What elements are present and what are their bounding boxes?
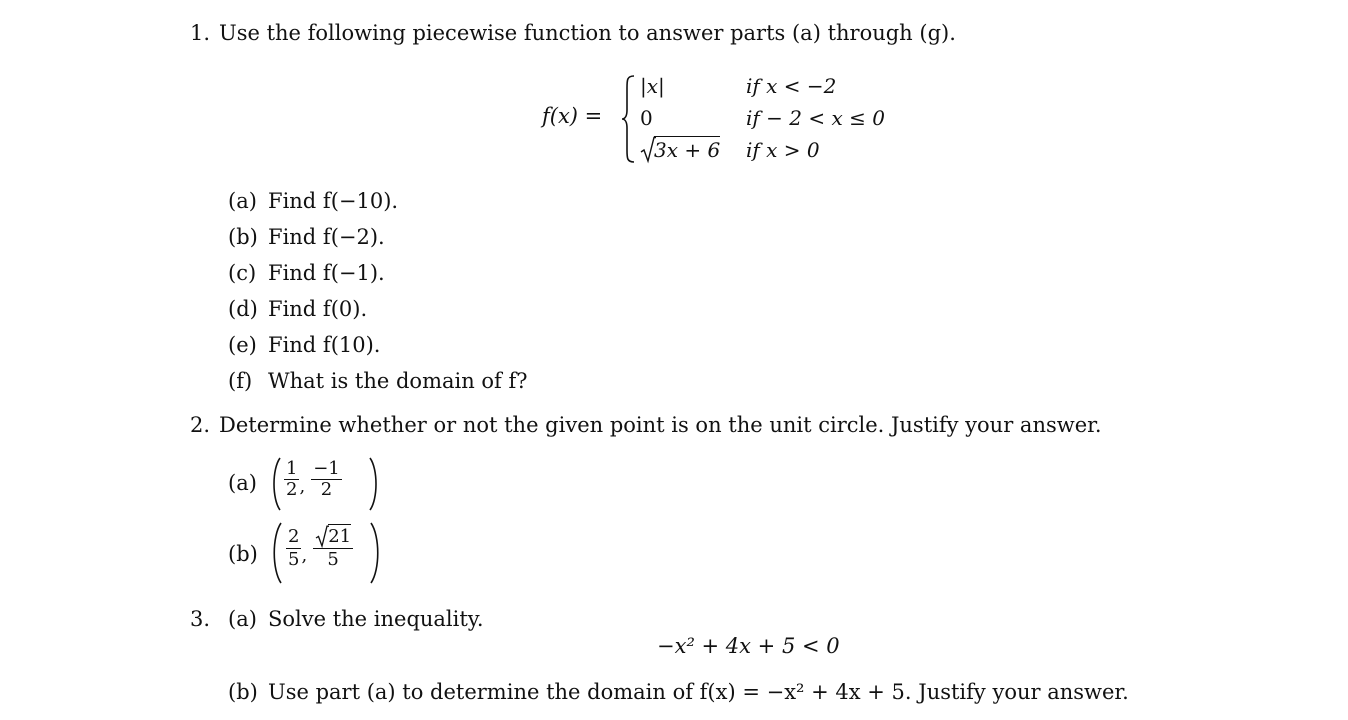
x-denominator: 5	[288, 549, 300, 570]
x-fraction	[286, 526, 301, 571]
part-text: Find f(10).	[268, 333, 381, 357]
x-denominator: 2	[286, 479, 298, 500]
part-label: (a)	[228, 189, 257, 213]
case-3-condition: if x > 0	[746, 138, 820, 162]
left-brace	[620, 74, 636, 164]
y-fraction	[313, 526, 353, 571]
part-label: (a)	[228, 607, 257, 631]
problem-1-part-c	[228, 261, 385, 285]
problem-1-prompt: Use the following piecewise function to answer parts (a) through (g).	[219, 21, 956, 45]
case-1-expression: |x|	[640, 74, 665, 98]
part-text: What is the domain of f?	[268, 369, 528, 393]
part-text: Find f(−2).	[268, 225, 385, 249]
part-label: (b)	[228, 225, 258, 249]
piecewise-function	[542, 70, 902, 170]
function-lhs: f(x) =	[542, 104, 603, 128]
problem-2-part-b	[228, 520, 398, 584]
part-label: (c)	[228, 261, 257, 285]
inequality: −x² + 4x + 5 < 0	[657, 634, 840, 658]
part-label: (f)	[228, 369, 253, 393]
part-text: Find f(−1).	[268, 261, 385, 285]
problem-1-part-f	[228, 369, 528, 393]
radical-sign-icon	[315, 525, 329, 549]
y-fraction	[311, 459, 342, 500]
case-3-expression	[640, 138, 720, 162]
x-numerator: 1	[286, 458, 298, 479]
part-label: (e)	[228, 333, 257, 357]
problem-1-number: 1.	[190, 21, 211, 45]
y-numerator	[313, 526, 353, 548]
problem-2-part-a	[228, 455, 388, 511]
part-label: (d)	[228, 297, 258, 321]
problem-1-part-b	[228, 225, 385, 249]
point-coordinates	[284, 459, 342, 500]
part-text: Find f(0).	[268, 297, 368, 321]
comma: ,	[301, 545, 308, 566]
problem-1-part-d	[228, 297, 367, 321]
case-2-condition: if − 2 < x ≤ 0	[746, 106, 885, 130]
left-paren-icon	[270, 457, 282, 511]
part-text: Solve the inequality.	[268, 607, 484, 631]
part-label: (a)	[228, 471, 257, 495]
problem-3-number: 3.	[190, 607, 211, 631]
problem-2-number: 2.	[190, 413, 211, 437]
radicand: 21	[328, 526, 352, 547]
y-denominator: 5	[313, 548, 353, 571]
problem-2-prompt: Determine whether or not the given point is on the unit circle. Justify your answer.	[219, 413, 1102, 437]
square-root	[640, 138, 720, 162]
left-paren-icon	[270, 522, 283, 584]
point-coordinates	[286, 526, 353, 571]
right-paren-icon	[369, 522, 382, 584]
x-numerator: 2	[288, 526, 300, 547]
part-text: Use part (a) to determine the domain of f(x) = −x² + 4x + 5. Justify your answer.	[268, 680, 1129, 704]
y-denominator: 2	[311, 479, 342, 500]
right-paren-icon	[368, 457, 380, 511]
radical-sign-icon	[640, 136, 656, 164]
problem-1-part-e	[228, 333, 381, 357]
radicand: 3x + 6	[654, 138, 721, 162]
comma: ,	[299, 476, 306, 497]
part-label: (b)	[228, 542, 258, 566]
x-fraction	[284, 459, 299, 500]
y-numerator: −1	[313, 458, 340, 479]
case-2-expression: 0	[640, 106, 653, 130]
part-text: Find f(−10).	[268, 189, 399, 213]
problem-3-part-a	[228, 607, 484, 631]
part-label: (b)	[228, 680, 258, 704]
problem-1-part-a	[228, 189, 398, 213]
problem-3-part-b	[228, 680, 1129, 704]
square-root	[315, 526, 351, 548]
case-1-condition: if x < −2	[746, 74, 837, 98]
